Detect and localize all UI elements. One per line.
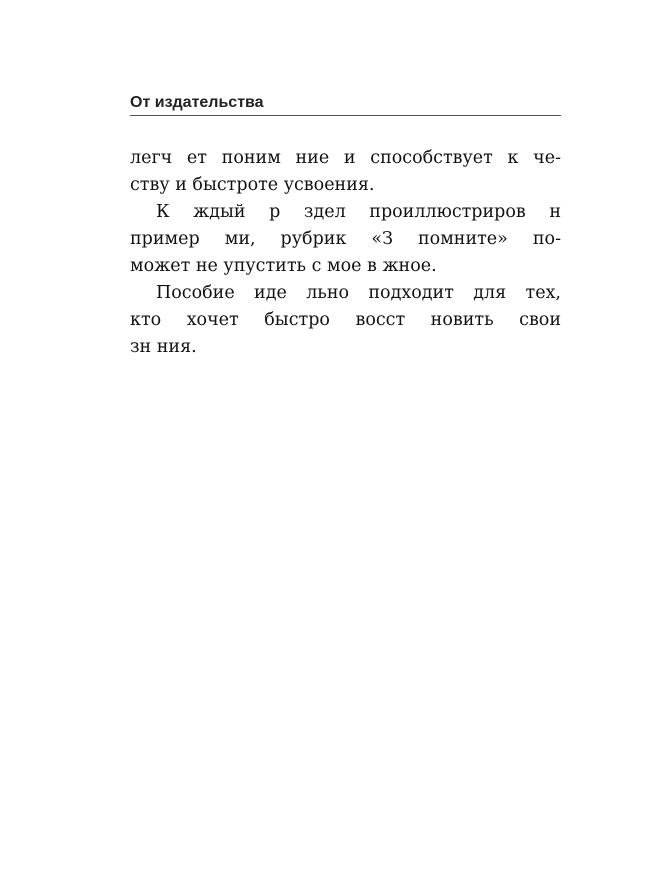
text-line: К ждый р здел проиллюстриров н [156, 202, 561, 222]
text-line: кто хочет быстро восст новить свои [130, 310, 561, 330]
text-line: легч ет поним ние и способствует к че- [130, 148, 561, 168]
paragraph [130, 280, 561, 361]
paragraph [130, 145, 561, 199]
text-line: пример ми, рубрик «З помните» по- [130, 229, 561, 249]
paragraph [130, 199, 561, 280]
text-line: ству и быстроте усвоения. [130, 175, 375, 195]
header-title: От издательства [130, 94, 264, 111]
text-line: Пособие иде льно подходит для тех, [156, 283, 561, 303]
text-line: зн ния. [130, 337, 197, 357]
body-text [130, 145, 561, 361]
running-header [130, 94, 561, 116]
text-line: может не упустить с мое в жное. [130, 256, 437, 276]
